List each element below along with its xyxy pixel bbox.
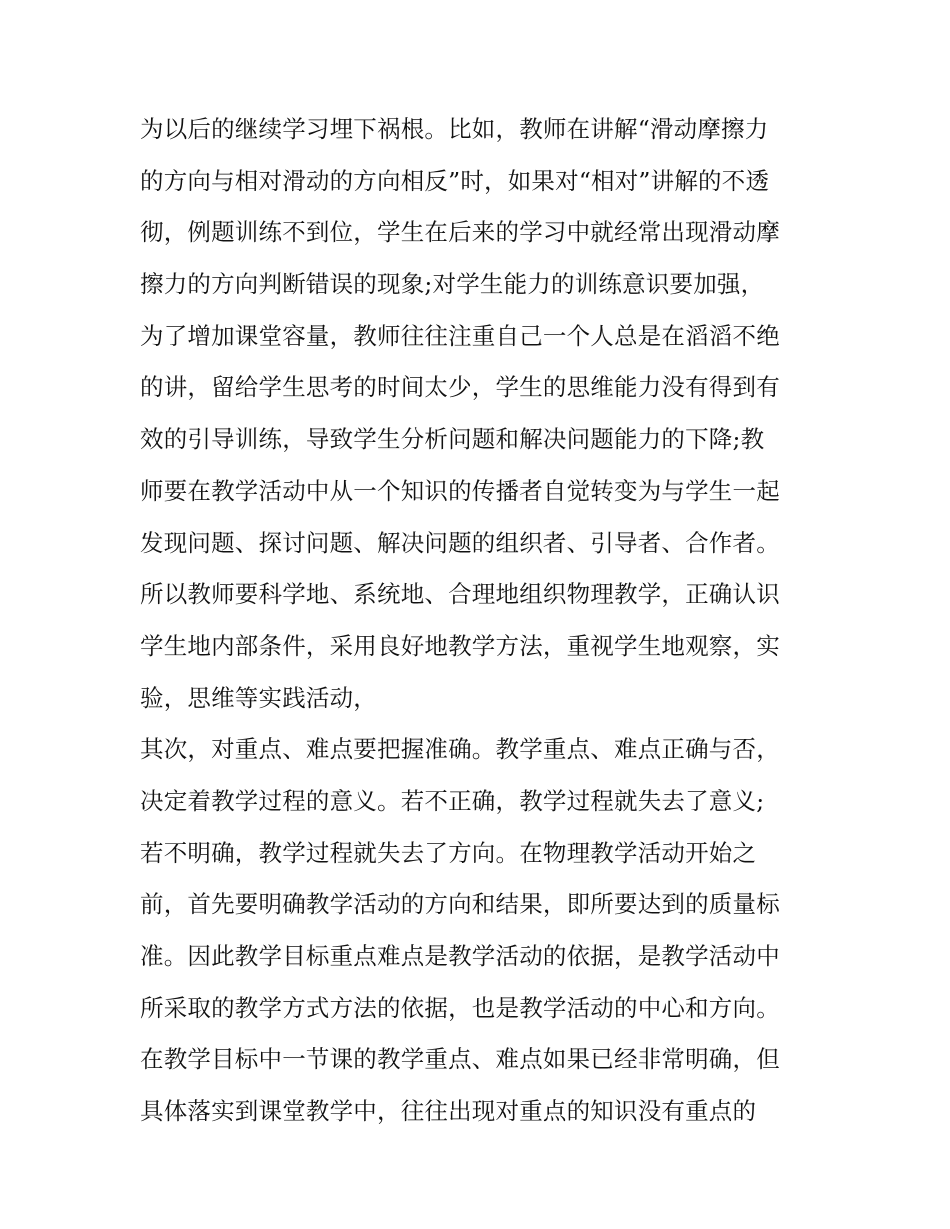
- text-line: 准。因此教学目标重点难点是教学活动的依据，是教学活动中: [140, 942, 780, 970]
- text-line: 在教学目标中一节课的教学重点、难点如果已经非常明确，但: [140, 1045, 780, 1074]
- text-line: 彻，例题训练不到位，学生在后来的学习中就经常出现滑动摩: [140, 218, 780, 247]
- text-line: 为以后的继续学习埋下祸根。比如，教师在讲解“滑动摩擦力: [140, 115, 769, 143]
- text-line: 验，思维等实践活动，: [140, 683, 377, 712]
- text-line: 具体落实到课堂教学中，往往出现对重点的知识没有重点的: [140, 1097, 757, 1126]
- text-line: 学生地内部条件，采用良好地教学方法，重视学生地观察，实: [140, 631, 780, 660]
- text-line: 的讲，留给学生思考的时间太少，学生的思维能力没有得到有: [140, 373, 780, 402]
- text-line: 所以教师要科学地、系统地、合理地组织物理教学，正确认识: [140, 580, 780, 609]
- text-line: 师要在教学活动中从一个知识的传播者自觉转变为与学生一起: [140, 476, 780, 505]
- text-line: 效的引导训练，导致学生分析问题和解决问题能力的下降;教: [140, 425, 765, 454]
- text-line: 其次，对重点、难点要把握准确。教学重点、难点正确与否，: [140, 735, 780, 764]
- text-line: 所采取的教学方式方法的依据，也是教学活动的中心和方向。: [140, 993, 780, 1022]
- text-line: 前，首先要明确教学活动的方向和结果，即所要达到的质量标: [140, 890, 780, 919]
- text-line: 若不明确，教学过程就失去了方向。在物理教学活动开始之: [140, 838, 757, 867]
- text-line: 发现问题、探讨问题、解决问题的组织者、引导者、合作者。: [140, 528, 780, 557]
- text-line: 擦力的方向判断错误的现象;对学生能力的训练意识要加强，: [140, 270, 765, 299]
- text-line: 决定着教学过程的意义。若不正确，教学过程就失去了意义;: [140, 786, 765, 815]
- body-text: [140, 104, 830, 1138]
- text-line: 的方向与相对滑动的方向相反”时，如果对“相对”讲解的不透: [140, 166, 770, 195]
- text-line: 为了增加课堂容量，教师往往注重自己一个人总是在滔滔不绝: [140, 321, 780, 350]
